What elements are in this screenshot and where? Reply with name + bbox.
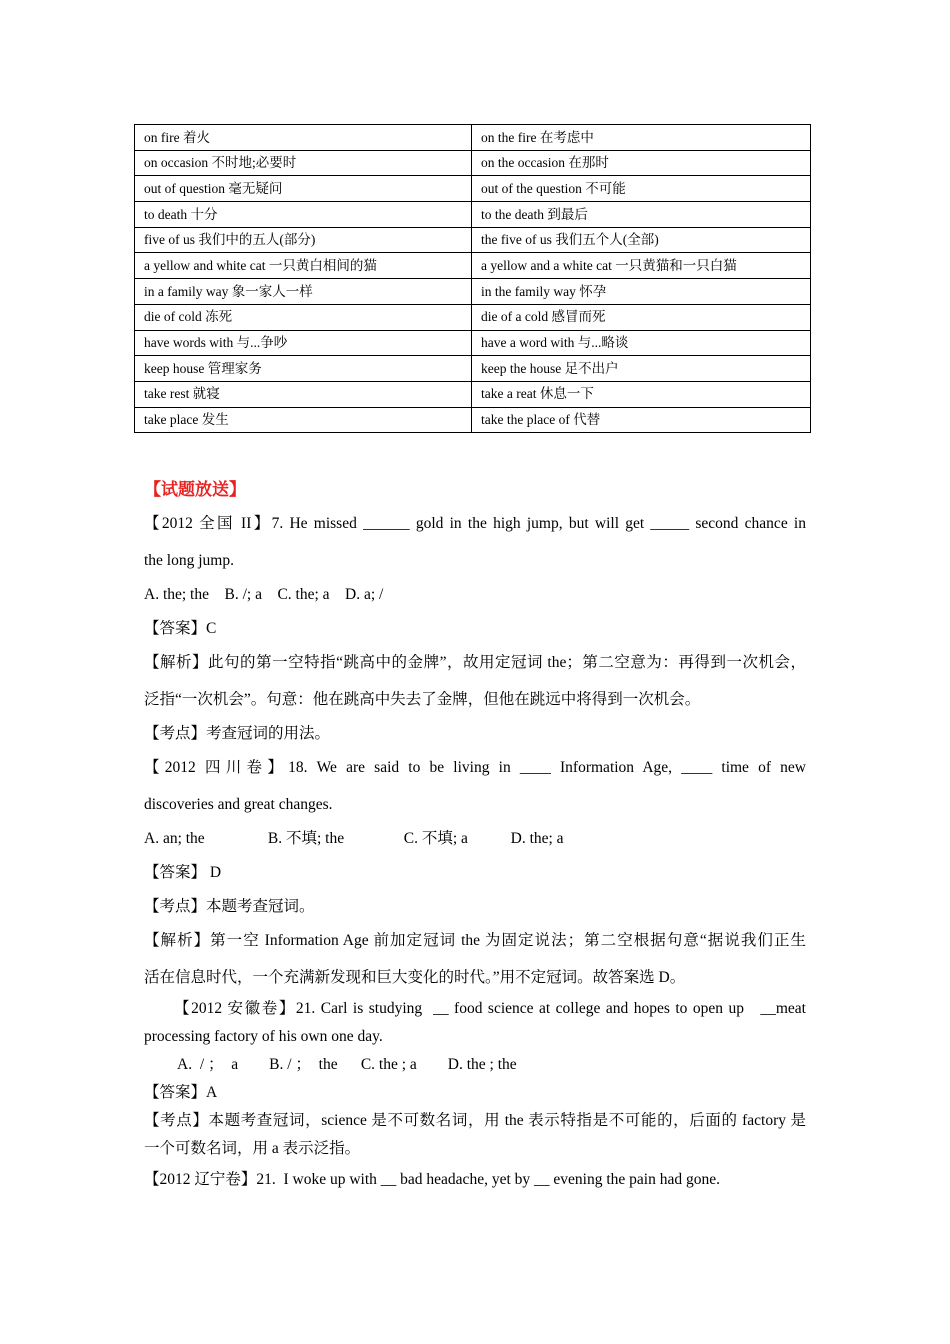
phrase-cell-right: the five of us 我们五个人(全部) <box>472 227 811 253</box>
q2-stem-line2: discoveries and great changes. <box>144 796 333 813</box>
q2-option-b: B. 不填; the <box>267 830 345 847</box>
q2-option-a: A. an; the <box>144 830 205 847</box>
q1-answer: 【答案】C <box>144 620 217 637</box>
q1-stem-line1: 【2012 全国 II】7. He missed ______ gold in the high jump, but will get _____ second chance in <box>144 515 806 532</box>
table-row <box>135 253 811 279</box>
section-heading: 【试题放送】 <box>144 480 246 499</box>
phrase-cell-right: die of a cold 感冒而死 <box>472 304 811 330</box>
q1-analysis-line1: 【解析】此句的第一空特指“跳高中的金牌”，故用定冠词 the；第二空意为：再得到一次机会， <box>144 654 806 671</box>
table-row <box>135 304 811 330</box>
q2-option-c: C. 不填; a <box>403 830 468 847</box>
table-row <box>135 407 811 433</box>
phrase-cell-left: have words with 与...争吵 <box>135 330 472 356</box>
q1-stem-line2: the long jump. <box>144 552 234 569</box>
phrase-cell-right: keep the house 足不出户 <box>472 356 811 382</box>
q1-point: 【考点】考查冠词的用法。 <box>144 725 331 742</box>
phrase-cell-left: in a family way 象一家人一样 <box>135 279 472 305</box>
q2-options <box>144 831 564 847</box>
phrase-cell-right: in the family way 怀孕 <box>472 279 811 305</box>
table-row <box>135 356 811 382</box>
table-row <box>135 202 811 228</box>
phrase-cell-left: five of us 我们中的五人(部分) <box>135 227 472 253</box>
phrase-cell-left: a yellow and white cat 一只黄白相间的猫 <box>135 253 472 279</box>
q2-analysis-line2: 活在信息时代，一个充满新发现和巨大变化的时代。”用不定冠词。故答案选 D。 <box>144 969 686 986</box>
q2-answer: 【答案】 D <box>144 864 222 881</box>
phrase-cell-left: take rest 就寝 <box>135 381 472 407</box>
q2-stem-line1: 【2012 四川卷】18. We are said to be living in ____ Information Age, ____ time of new <box>144 759 806 776</box>
phrase-cell-left: out of question 毫无疑问 <box>135 176 472 202</box>
table-row <box>135 330 811 356</box>
table-row <box>135 227 811 253</box>
phrase-cell-right: have a word with 与...略谈 <box>472 330 811 356</box>
table-row <box>135 150 811 176</box>
phrase-comparison-table <box>134 124 811 433</box>
phrase-cell-left: keep house 管理家务 <box>135 356 472 382</box>
phrase-cell-left: to death 十分 <box>135 202 472 228</box>
q3-options: A. / ； a B. / ； the C. the ; a D. the ; the <box>177 1056 517 1073</box>
q2-analysis-line1: 【解析】第一空 Information Age 前加定冠词 the 为固定说法；第二空根据句意“据说我们正生 <box>144 932 806 949</box>
phrase-cell-left: take place 发生 <box>135 407 472 433</box>
q3-point-line1: 【考点】本题考查冠词，science 是不可数名词，用 the 表示特指是不可能的，后面的 factory 是 <box>144 1112 806 1129</box>
phrase-cell-left: on fire 着火 <box>135 125 472 151</box>
phrase-cell-right: to the death 到最后 <box>472 202 811 228</box>
phrase-cell-left: die of cold 冻死 <box>135 304 472 330</box>
table-row <box>135 125 811 151</box>
table-row <box>135 176 811 202</box>
phrase-cell-right: take a reat 休息一下 <box>472 381 811 407</box>
phrase-cell-right: on the occasion 在那时 <box>472 150 811 176</box>
table-row <box>135 381 811 407</box>
q2-point: 【考点】本题考查冠词。 <box>144 898 315 915</box>
q1-analysis-line2: 泛指“一次机会”。句意：他在跳高中失去了金牌，但他在跳远中将得到一次机会。 <box>144 691 701 708</box>
q3-point-line2: 一个可数名词，用 a 表示泛指。 <box>144 1140 361 1157</box>
q3-answer: 【答案】A <box>144 1084 218 1101</box>
q2-option-d: D. the; a <box>510 830 564 847</box>
table-row <box>135 279 811 305</box>
phrase-cell-right: take the place of 代替 <box>472 407 811 433</box>
q1-options: A. the; the B. /; a C. the; a D. a; / <box>144 586 384 603</box>
q4-stem-line1: 【2012 辽宁卷】21. I woke up with __ bad headache, yet by __ evening the pain had gone. <box>144 1171 720 1188</box>
q3-stem-line2: processing factory of his own one day. <box>144 1028 383 1045</box>
phrase-cell-right: on the fire 在考虑中 <box>472 125 811 151</box>
phrase-cell-right: out of the question 不可能 <box>472 176 811 202</box>
phrase-cell-right: a yellow and a white cat 一只黄猫和一只白猫 <box>472 253 811 279</box>
phrase-cell-left: on occasion 不时地;必要时 <box>135 150 472 176</box>
q3-stem-line1: 【2012 安徽卷】21. Carl is studying __ food science at college and hopes to open up __meat <box>174 1000 806 1017</box>
